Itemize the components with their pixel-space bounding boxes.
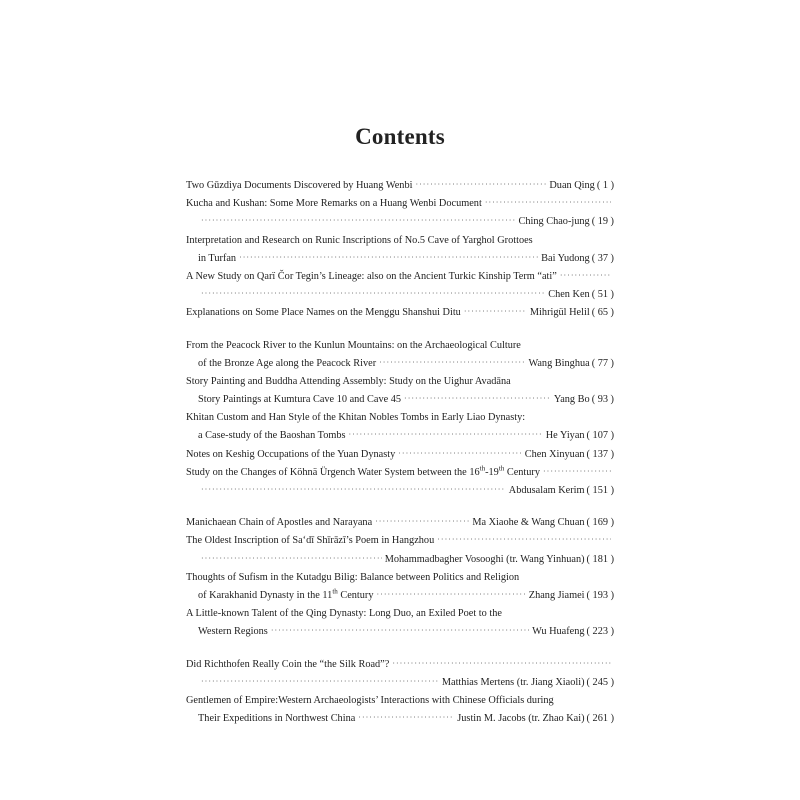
entry-page: ( 1 ) [596, 180, 614, 191]
toc-entry [186, 532, 614, 568]
entry-page: ( 93 ) [591, 394, 614, 406]
entry-page: ( 261 ) [586, 713, 614, 725]
entry-line [186, 304, 614, 322]
entry-title: Notes on Keshig Occupations of the Yuan Dynasty [186, 448, 396, 460]
toc-entry [186, 195, 614, 231]
entry-title: of Karakhanid Dynasty in the 11th Century [198, 587, 374, 601]
entry-page: ( 245 ) [586, 676, 614, 688]
entry-line [186, 373, 614, 391]
leader-dots [543, 463, 611, 481]
entry-line [186, 232, 614, 250]
entry-author: He Yiyan [545, 430, 585, 442]
entry-line [186, 514, 614, 532]
leader-dots [437, 531, 611, 549]
leader-dots [464, 303, 527, 321]
leader-dots [201, 285, 545, 303]
leader-dots [271, 622, 529, 640]
entry-author: Chen Ken [548, 289, 590, 301]
leader-dots [379, 354, 525, 372]
entry-line [186, 446, 614, 464]
toc-entry [186, 373, 614, 409]
entry-author: Justin M. Jacobs (tr. Zhao Kai) [457, 713, 585, 725]
entry-author: Abdusalam Kerim [508, 485, 585, 496]
toc-section [186, 177, 614, 323]
leader-dots [358, 709, 454, 727]
toc-entry [186, 656, 614, 692]
entry-author: Chen Xinyuan [524, 448, 585, 460]
entry-title: Story Painting and Buddha Attending Assembly: Study on the Uighur Avadāna [186, 375, 511, 387]
entry-line [186, 409, 614, 427]
entry-line [186, 692, 614, 710]
toc-entry [186, 177, 614, 195]
entry-page: ( 37 ) [591, 252, 614, 264]
entry-page: ( 19 ) [591, 216, 614, 228]
entry-line [186, 177, 614, 195]
entry-page: ( 77 ) [591, 357, 614, 369]
entry-page: ( 169 ) [586, 517, 614, 529]
leader-dots [201, 550, 382, 568]
entry-page: ( 137 ) [586, 448, 614, 460]
entry-line [186, 674, 614, 692]
toc-section [186, 656, 614, 729]
entry-line [186, 195, 614, 213]
entry-line [186, 427, 614, 445]
entry-page: ( 193 ) [586, 589, 614, 601]
entry-author: Wu Huafeng [532, 626, 585, 638]
entry-author: Bai Yudong [541, 252, 590, 264]
entry-page: ( 107 ) [586, 430, 614, 442]
entry-line [186, 710, 614, 728]
leader-dots [349, 426, 543, 444]
leader-dots [415, 176, 546, 194]
entry-line [186, 337, 614, 355]
entry-title: a Case-study of the Baoshan Tombs [198, 430, 346, 442]
entry-line [186, 464, 614, 482]
entry-line [186, 569, 614, 587]
entry-page: ( 65 ) [591, 307, 614, 319]
entry-title: Thoughts of Sufism in the Kutadgu Bilig: Balance between Politics and Religion [186, 571, 520, 583]
entry-title: Story Paintings at Kumtura Cave 10 and Cave 45 [198, 394, 402, 406]
table-of-contents [186, 177, 614, 742]
toc-entry [186, 464, 614, 500]
toc-entry [186, 605, 614, 641]
toc-entry [186, 337, 614, 373]
entry-title: Interpretation and Research on Runic Inscriptions of No.5 Cave of Yarghol Grottoes [186, 234, 533, 246]
leader-dots [485, 194, 611, 212]
leader-dots [201, 212, 515, 230]
entry-author: Yang Bo [553, 394, 590, 406]
toc-entry [186, 232, 614, 268]
entry-title: A Little-known Talent of the Qing Dynasty: Long Duo, an Exiled Poet to the [186, 608, 502, 620]
toc-entry [186, 514, 614, 532]
toc-entry [186, 569, 614, 605]
entry-title: Khitan Custom and Han Style of the Khitan Nobles Tombs in Early Liao Dynasty: [186, 412, 526, 424]
entry-title: Study on the Changes of Köhnä Ürgench Water System between the 16th-19th Century [186, 464, 541, 478]
entry-line [186, 482, 614, 500]
entry-line [186, 391, 614, 409]
entry-page: ( 51 ) [591, 289, 614, 301]
entry-title: Their Expeditions in Northwest China [198, 713, 356, 725]
entry-line [186, 532, 614, 550]
entry-title: Explanations on Some Place Names on the Menggu Shanshui Ditu [186, 307, 461, 319]
leader-dots [398, 445, 522, 463]
entry-line [186, 623, 614, 641]
toc-entry [186, 304, 614, 322]
entry-page: ( 151 ) [586, 485, 614, 496]
entry-author: Mohammadbagher Vosooghi (tr. Wang Yinhuan) [384, 553, 585, 565]
entry-page: ( 181 ) [586, 553, 614, 565]
entry-title: Gentlemen of Empire:Western Archaeologists’ Interactions with Chinese Officials during [186, 694, 554, 706]
entry-author: Wang Binghua [528, 357, 590, 369]
entry-line [186, 268, 614, 286]
entry-title: From the Peacock River to the Kunlun Mountains: on the Archaeological Culture [186, 339, 521, 351]
leader-dots [375, 513, 469, 531]
leader-dots [404, 390, 551, 408]
entry-line [186, 355, 614, 373]
entry-line [186, 587, 614, 605]
toc-section [186, 337, 614, 501]
leader-dots [201, 481, 506, 499]
toc-entry [186, 692, 614, 728]
entry-title: Did Richthofen Really Coin the “the Silk Road”? [186, 658, 390, 670]
leader-dots [239, 249, 538, 267]
leader-dots [201, 673, 439, 691]
entry-title: Western Regions [198, 626, 268, 638]
entry-page: ( 223 ) [586, 626, 614, 638]
entry-line [186, 551, 614, 569]
entry-title: The Oldest Inscription of Sa‘dī Shīrāzī’s Poem in Hangzhou [186, 535, 435, 547]
leader-dots [560, 267, 611, 285]
entry-line [186, 656, 614, 674]
entry-line [186, 213, 614, 231]
toc-entry [186, 268, 614, 304]
entry-author: Ching Chao-jung [518, 216, 590, 228]
entry-line [186, 286, 614, 304]
entry-author: Duan Qing [549, 180, 595, 191]
toc-entry [186, 446, 614, 464]
leader-dots [377, 586, 526, 604]
entry-title: of the Bronze Age along the Peacock River [198, 357, 377, 369]
entry-title: Kucha and Kushan: Some More Remarks on a Huang Wenbi Document [186, 198, 482, 210]
page-title: Contents [355, 124, 445, 149]
entry-title: Manichaean Chain of Apostles and Narayana [186, 517, 373, 529]
entry-title: A New Study on Qarï Čor Tegin’s Lineage: also on the Ancient Turkic Kinship Term “ati” [186, 270, 557, 282]
entry-author: Matthias Mertens (tr. Jiang Xiaoli) [441, 676, 585, 688]
entry-title: in Turfan [198, 252, 237, 264]
entry-author: Ma Xiaohe & Wang Chuan [472, 517, 585, 529]
entry-title: Two Gūzdiya Documents Discovered by Huang Wenbi [186, 180, 413, 191]
toc-entry [186, 409, 614, 445]
leader-dots [392, 655, 611, 673]
entry-author: Zhang Jiamei [528, 589, 585, 601]
entry-line [186, 605, 614, 623]
entry-line [186, 250, 614, 268]
entry-author: Mihrigül Helil [529, 307, 590, 319]
toc-section [186, 514, 614, 641]
